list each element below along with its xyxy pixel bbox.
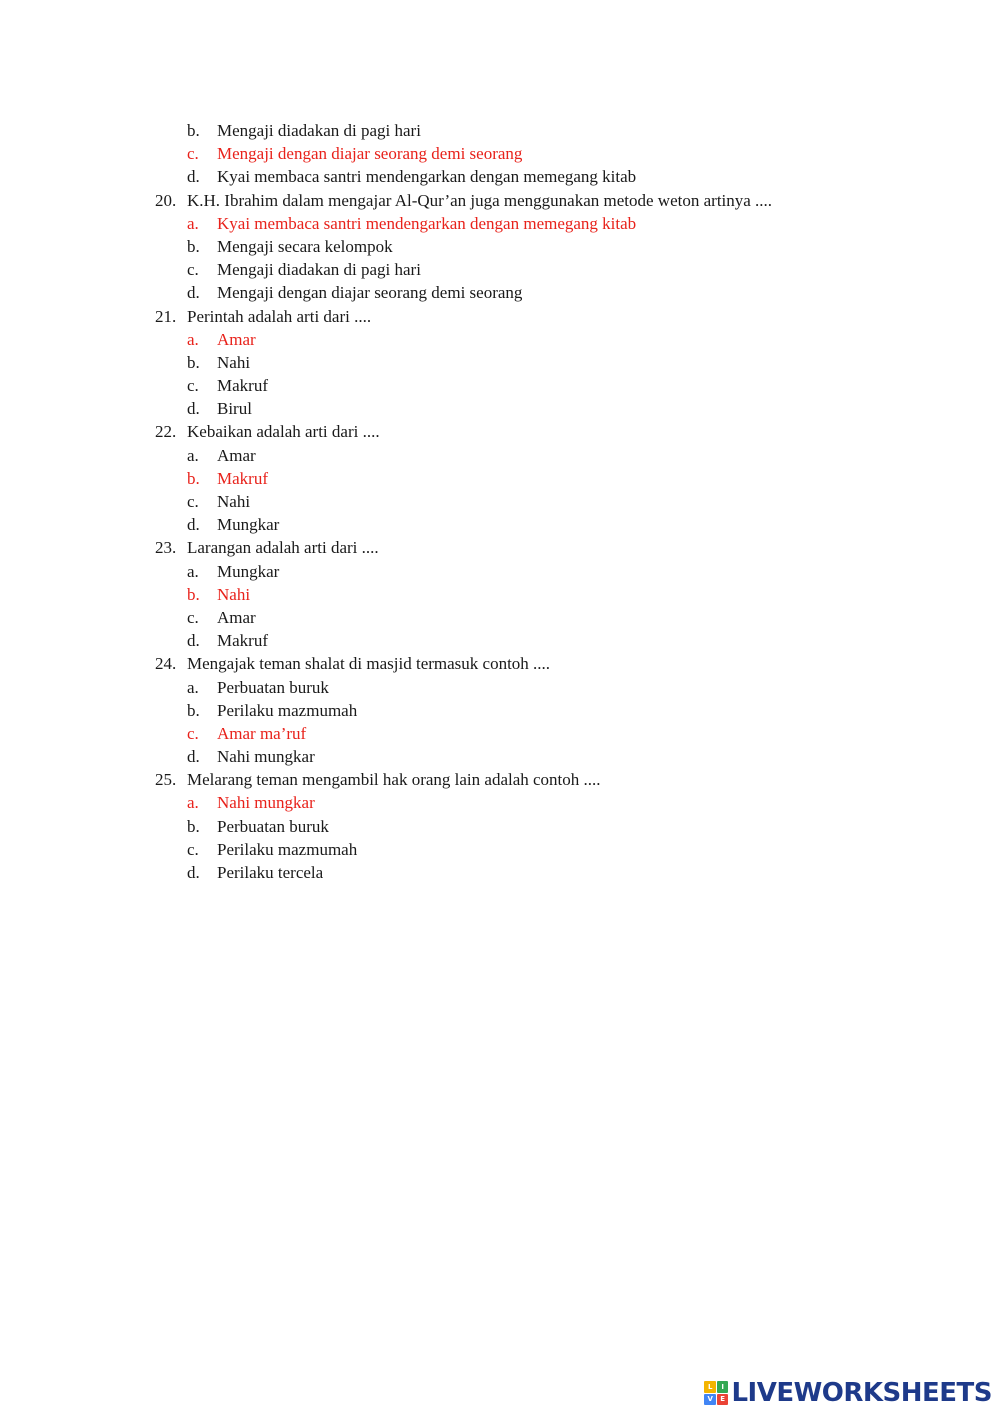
answer-option [155, 119, 915, 142]
answer-option-correct [155, 722, 915, 745]
option-letter: a. [187, 793, 199, 813]
answer-option-correct [155, 328, 915, 351]
option-letter: a. [187, 677, 199, 697]
question-number: 24. [155, 654, 177, 674]
answer-option-correct [155, 467, 915, 490]
answer-option [155, 258, 915, 281]
option-text: Perilaku mazmumah [217, 700, 358, 720]
option-text: Nahi mungkar [217, 793, 315, 813]
answer-option [155, 606, 915, 629]
option-text: Nahi [217, 492, 251, 511]
option-letter: d. [187, 283, 200, 303]
answer-option [155, 444, 915, 467]
answer-option [155, 560, 915, 583]
option-text: Makruf [217, 376, 268, 396]
question [155, 536, 915, 559]
option-letter: c. [187, 723, 199, 743]
option-text: Nahi mungkar [217, 747, 315, 767]
answer-option-correct [155, 142, 915, 165]
question-text: Larangan adalah arti dari .... [187, 538, 379, 558]
option-letter: c. [187, 376, 199, 396]
option-text: Kyai membaca santri mendengarkan dengan memegang kitab [217, 167, 637, 187]
answer-option [155, 676, 915, 699]
answer-option-correct [155, 583, 915, 606]
answer-option [155, 397, 915, 420]
answer-option [155, 235, 915, 258]
option-letter: d. [187, 747, 200, 767]
option-letter: a. [187, 329, 199, 349]
option-letter: c. [187, 144, 199, 164]
option-letter: b. [187, 816, 200, 836]
option-letter: a. [187, 213, 199, 233]
liveworksheets-logo-icon [704, 1381, 728, 1405]
answer-option [155, 861, 915, 884]
option-text: Perilaku tercela [217, 863, 324, 882]
question-number: 20. [155, 190, 177, 210]
question [155, 420, 915, 443]
answer-option [155, 513, 915, 536]
option-text: Mengaji dengan diajar seorang demi seorang [217, 283, 523, 303]
answer-option [155, 351, 915, 374]
question-text: Melarang teman mengambil hak orang lain adalah contoh .... [187, 770, 601, 790]
option-text: Mengaji secara kelompok [217, 236, 393, 256]
answer-option [155, 374, 915, 397]
option-text: Kyai membaca santri mendengarkan dengan memegang kitab [217, 213, 637, 233]
brand-text: LIVEWORKSHEETS [731, 1378, 992, 1408]
option-text: Amar ma’ruf [217, 723, 307, 743]
option-text: Mengaji diadakan di pagi hari [217, 260, 421, 280]
question [155, 305, 915, 328]
answer-option [155, 838, 915, 861]
answer-option [155, 490, 915, 513]
question-number: 22. [155, 422, 177, 442]
question-number: 21. [155, 306, 177, 326]
option-letter: d. [187, 631, 200, 651]
option-letter: a. [187, 445, 199, 465]
option-text: Makruf [217, 631, 268, 651]
logo-tile: V [704, 1394, 716, 1406]
option-letter: a. [187, 561, 199, 581]
answer-option-correct [155, 212, 915, 235]
option-text: Perilaku mazmumah [217, 839, 358, 859]
option-text: Makruf [217, 468, 268, 488]
option-text: Amar [217, 607, 256, 627]
question-text: K.H. Ibrahim dalam mengajar Al-Qur’an juga menggunakan metode weton artinya .... [187, 190, 773, 210]
question-number: 25. [155, 770, 177, 790]
question-text: Kebaikan adalah arti dari .... [187, 422, 380, 442]
option-letter: c. [187, 839, 199, 859]
answer-option [155, 281, 915, 304]
logo-tile: L [704, 1381, 716, 1393]
answer-option [155, 629, 915, 652]
option-text: Mungkar [217, 515, 280, 535]
option-letter: b. [187, 121, 200, 140]
option-text: Amar [217, 329, 256, 349]
option-text: Perbuatan buruk [217, 677, 329, 697]
option-letter: b. [187, 584, 200, 604]
question [155, 768, 915, 791]
option-letter: b. [187, 468, 200, 488]
option-text: Mengaji dengan diajar seorang demi seorang [217, 144, 523, 164]
answer-option [155, 699, 915, 722]
logo-tile: E [717, 1394, 729, 1406]
option-text: Nahi [217, 584, 251, 604]
option-letter: c. [187, 260, 199, 280]
answer-option-correct [155, 791, 915, 814]
option-letter: d. [187, 515, 200, 535]
option-letter: c. [187, 607, 199, 627]
answer-option [155, 165, 915, 188]
question-text: Mengajak teman shalat di masjid termasuk contoh .... [187, 654, 551, 674]
answer-option [155, 745, 915, 768]
question-number: 23. [155, 538, 177, 558]
option-letter: b. [187, 352, 200, 372]
option-letter: d. [187, 863, 200, 882]
option-text: Perbuatan buruk [217, 816, 329, 836]
question [155, 189, 915, 212]
question [155, 652, 915, 675]
option-text: Mungkar [217, 561, 280, 581]
liveworksheets-brand [704, 1379, 992, 1407]
option-text: Birul [217, 399, 252, 419]
option-letter: b. [187, 700, 200, 720]
option-text: Nahi [217, 352, 251, 372]
option-letter: c. [187, 492, 199, 511]
logo-tile: I [717, 1381, 729, 1393]
option-letter: d. [187, 399, 200, 419]
question-text: Perintah adalah arti dari .... [187, 306, 372, 326]
option-text: Mengaji diadakan di pagi hari [217, 121, 421, 140]
option-text: Amar [217, 445, 256, 465]
answer-option [155, 815, 915, 838]
option-letter: b. [187, 236, 200, 256]
option-letter: d. [187, 167, 200, 187]
question-list [155, 119, 915, 884]
